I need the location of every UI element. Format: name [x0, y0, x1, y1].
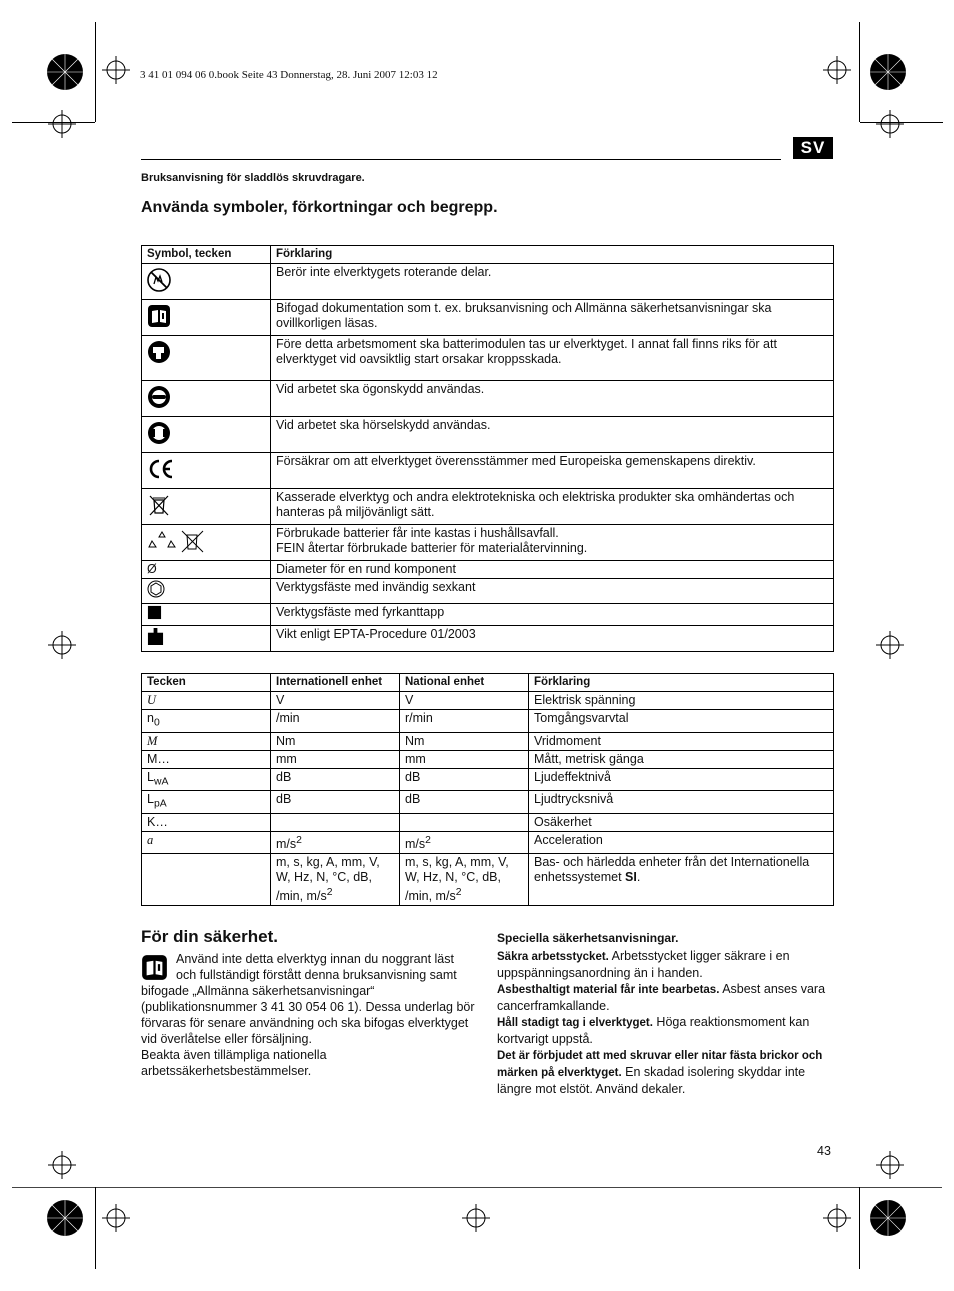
- table-cell: /min: [271, 710, 400, 733]
- registration-crosshair: [823, 1204, 851, 1232]
- explanation-cell: Vikt enligt EPTA-Procedure 01/2003: [271, 626, 834, 652]
- column-header: Förklaring: [529, 674, 834, 692]
- explanation-cell: Försäkrar om att elverktyget överensstämmer med Europeiska gemenskapens direktiv.: [271, 453, 834, 489]
- unit-symbol: $L_{wA}$: [142, 768, 271, 791]
- table-cell: [271, 813, 400, 831]
- table-cell: V: [271, 692, 400, 710]
- column-header: Förklaring: [271, 246, 834, 264]
- table-cell: Nm: [400, 732, 529, 750]
- explanation-cell: Förbrukade batterier får inte kastas i hushållsavfall. FEIN återtar förbrukade batterier för materialåtervinning.: [271, 525, 834, 561]
- explanation-cell: Vid arbetet ska ögonskydd användas.: [271, 381, 834, 417]
- table-cell: mm: [271, 750, 400, 768]
- units-table: [141, 673, 834, 906]
- unit-symbol: U: [142, 692, 271, 710]
- table-cell: Ljudeffektnivå: [529, 768, 834, 791]
- table-header-row: [142, 246, 834, 264]
- safety-item: Asbesthaltigt material får inte bearbetas. Asbest anses vara cancerframkallande.: [497, 982, 826, 1013]
- table-row: [142, 853, 834, 905]
- table-cell: [400, 813, 529, 831]
- language-badge: SV: [793, 137, 833, 159]
- ce-mark-icon: [147, 457, 175, 481]
- table-cell: Vridmoment: [529, 732, 834, 750]
- registration-crosshair: [48, 631, 76, 659]
- table-cell: Elektrisk spänning: [529, 692, 834, 710]
- table-cell: r/min: [400, 710, 529, 733]
- column-header: Internationell enhet: [271, 674, 400, 692]
- explanation-cell: Berör inte elverktygets roterande delar.: [271, 264, 834, 300]
- table-cell: m, s, kg, A, mm, V, W, Hz, N, °C, dB, /min, $m/s^2$: [400, 853, 529, 905]
- safety-item: Det är förbjudet att med skruvar eller nitar fästa brickor och märken på elverktyget. En skadad isolering skyddar inte längre mot elstöt. Använd dekaler.: [497, 1050, 823, 1096]
- table-row: [142, 831, 834, 853]
- special-safety-title: Speciella säkerhetsanvisningar.: [497, 931, 679, 945]
- diameter-symbol: Ø: [142, 561, 271, 579]
- page-number: 43: [817, 1144, 831, 1158]
- header-rule: [141, 159, 781, 160]
- table-cell: dB: [400, 791, 529, 814]
- table-row: [142, 750, 834, 768]
- registration-crosshair: [876, 110, 904, 138]
- table-row: [142, 561, 834, 579]
- section-title: Använda symboler, förkortningar och begrepp.: [141, 199, 498, 216]
- column-header: Tecken: [142, 674, 271, 692]
- table-row: [142, 336, 834, 381]
- document-subtitle: Bruksanvisning för sladdlös skruvdragare.: [141, 172, 365, 184]
- table-cell: m, s, kg, A, mm, V, W, Hz, N, °C, dB, /min, $m/s^2$: [271, 853, 400, 905]
- square-drive-icon: [147, 605, 162, 620]
- column-header: National enhet: [400, 674, 529, 692]
- crossed-bin-icon: [147, 493, 171, 517]
- registration-crosshair: [876, 1151, 904, 1179]
- table-cell: dB: [271, 768, 400, 791]
- table-row: [142, 732, 834, 750]
- remove-battery-icon: [147, 340, 171, 364]
- battery-recycle-icon: [147, 529, 207, 553]
- no-touch-rotating-icon: [147, 268, 171, 292]
- registration-crosshair: [462, 1204, 490, 1232]
- table-cell: Osäkerhet: [529, 813, 834, 831]
- table-cell: Nm: [271, 732, 400, 750]
- table-cell: dB: [400, 768, 529, 791]
- safety-item: Håll stadigt tag i elverktyget. Höga reaktionsmoment kan kortvarigt uppstå.: [497, 1015, 810, 1046]
- hex-socket-icon: [147, 580, 165, 598]
- registration-crosshair: [823, 56, 851, 84]
- table-cell: V: [400, 692, 529, 710]
- explanation-cell: Diameter för en rund komponent: [271, 561, 834, 579]
- table-cell: Acceleration: [529, 831, 834, 853]
- table-row: [142, 604, 834, 626]
- registration-crosshair: [102, 56, 130, 84]
- table-row: [142, 813, 834, 831]
- read-manual-icon: [147, 304, 171, 328]
- table-row: [142, 300, 834, 336]
- ear-protection-icon: [147, 421, 171, 445]
- explanation-cell: Verktygsfäste med fyrkanttapp: [271, 604, 834, 626]
- explanation-cell: Vid arbetet ska hörselskydd användas.: [271, 417, 834, 453]
- table-row: [142, 525, 834, 561]
- unit-symbol: [142, 853, 271, 905]
- weight-icon: [147, 627, 164, 646]
- unit-symbol: $n_0$: [142, 710, 271, 733]
- table-row: [142, 791, 834, 814]
- special-safety: [497, 930, 834, 1097]
- symbols-table: [141, 245, 834, 652]
- table-cell: $m/s^2$: [271, 831, 400, 853]
- unit-symbol: M: [142, 732, 271, 750]
- table-row: [142, 692, 834, 710]
- unit-symbol: K…: [142, 813, 271, 831]
- safety-paragraph: Beakta även tillämpliga nationella arbetssäkerhetsbestämmelser.: [141, 1048, 327, 1078]
- safety-intro: [141, 951, 476, 1079]
- explanation-cell: Bifogad dokumentation som t. ex. bruksanvisning och Allmänna säkerhetsanvisningar ska ovillkorligen läsas.: [271, 300, 834, 336]
- safety-paragraph: Använd inte detta elverktyg innan du noggrant läst och fullständigt förstått denna bruksanvisning samt bifogade „Allmänna säkerhetsanvisningar“ (publikationsnummer 3 41 30 054 06 1). Dessa underlag bör förvaras för senare användning och ska bifogas elverktyget vid överlåtelse eller försäljning.: [141, 952, 475, 1046]
- table-cell: Tomgångsvarvtal: [529, 710, 834, 733]
- table-row: [142, 417, 834, 453]
- table-row: [142, 579, 834, 604]
- table-cell: $m/s^2$: [400, 831, 529, 853]
- table-cell: Bas- och härledda enheter från det Internationella enhetssystemet SI.: [529, 853, 834, 905]
- table-header-row: [142, 674, 834, 692]
- explanation-cell: Verktygsfäste med invändig sexkant: [271, 579, 834, 604]
- table-row: [142, 626, 834, 652]
- registration-crosshair: [102, 1204, 130, 1232]
- table-cell: mm: [400, 750, 529, 768]
- table-row: [142, 768, 834, 791]
- table-cell: Ljudtrycksnivå: [529, 791, 834, 814]
- table-row: [142, 710, 834, 733]
- registration-crosshair: [48, 1151, 76, 1179]
- explanation-cell: Kasserade elverktyg och andra elektrotekniska och elektriska produkter ska omhändertas och hanteras på miljövänligt sätt.: [271, 489, 834, 525]
- safety-item: Säkra arbetsstycket. Arbetsstycket ligger säkrare i en uppspänningsanordning än i handen.: [497, 949, 790, 980]
- table-row: [142, 264, 834, 300]
- safety-title: För din säkerhet.: [141, 927, 278, 946]
- registration-crosshair: [48, 110, 76, 138]
- read-manual-icon: [141, 954, 168, 981]
- explanation-cell: Före detta arbetsmoment ska batterimodulen tas ur elverktyget. I annat fall finns riks för att elverktyget vid oavsiktlig start orsakar kroppsskada.: [271, 336, 834, 381]
- unit-symbol: M…: [142, 750, 271, 768]
- table-row: [142, 489, 834, 525]
- table-row: [142, 381, 834, 417]
- table-row: [142, 453, 834, 489]
- book-line: 3 41 01 094 06 0.book Seite 43 Donnerstag, 28. Juni 2007 12:03 12: [140, 69, 438, 81]
- eye-protection-icon: [147, 385, 171, 409]
- table-cell: Mått, metrisk gänga: [529, 750, 834, 768]
- unit-symbol: $L_{pA}$: [142, 791, 271, 814]
- column-header: Symbol, tecken: [142, 246, 271, 264]
- table-cell: dB: [271, 791, 400, 814]
- unit-symbol: a: [142, 831, 271, 853]
- registration-crosshair: [876, 631, 904, 659]
